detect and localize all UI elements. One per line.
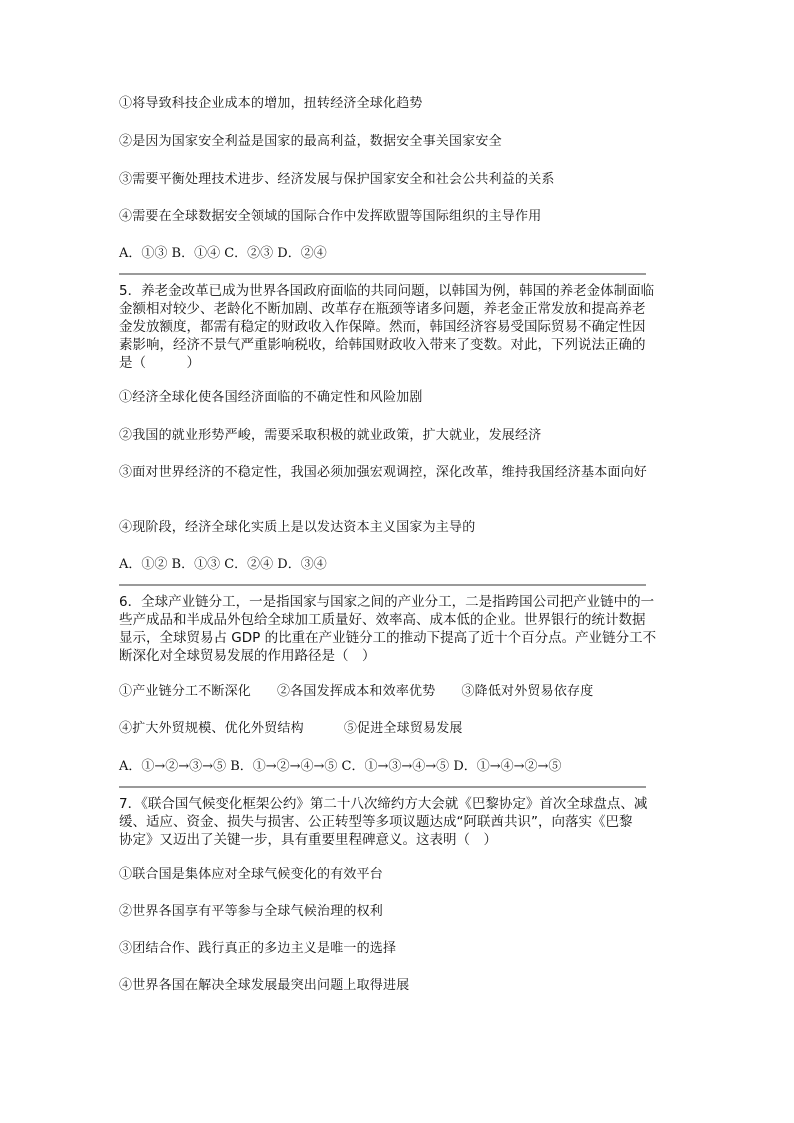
answer-choices: A．①→②→③→⑤ B．①→②→④→⑤ C．①→③→④→⑤ D．①→④→②→⑤: [119, 759, 562, 774]
question-divider: [119, 584, 646, 586]
option-line: ③需要平衡处理技术进步、经济发展与保护国家安全和社会公共利益的关系: [119, 172, 555, 187]
question-stem-line: 断深化对全球贸易发展的作用路径是（ ）: [119, 648, 376, 664]
question-stem-line: 6．全球产业链分工，一是指国家与国家之间的产业分工，二是指跨国公司把产业链中的一: [119, 594, 655, 610]
option-line: ①联合国是集体应对全球气候变化的有效平台: [119, 867, 384, 882]
option-line: ②我国的就业形势严峻，需要采取积极的就业政策，扩大就业，发展经济: [119, 428, 542, 443]
option-item: ⑤促进全球贸易发展: [343, 721, 463, 736]
option-item: ②各国发挥成本和效率优势: [277, 684, 436, 699]
answer-choices: A．①③ B．①④ C．②③ D．②④: [119, 246, 327, 261]
option-line: ④需要在全球数据安全领域的国际合作中发挥欧盟等国际组织的主导作用: [119, 209, 542, 224]
option-item: ④扩大外贸规模、优化外贸结构: [119, 721, 304, 736]
option-item: ①产业链分工不断深化: [119, 684, 252, 699]
question-divider: [119, 273, 646, 275]
option-line: ④现阶段，经济全球化实质上是以发达资本主义国家为主导的: [119, 520, 476, 535]
question-stem-line: 金额相对较少、老龄化不断加剧、改革存在瓶颈等诸多问题，养老金正常发放和提高养老: [119, 301, 646, 317]
question-stem-line: 协定》又迈出了关键一步，具有重要里程碑意义。这表明（ ）: [119, 832, 497, 848]
question-stem-line: 金发放额度，都需有稳定的财政收入作保障。然而，韩国经济容易受国际贸易不确定性因: [119, 319, 646, 335]
option-line: ②世界各国享有平等参与全球气候治理的权利: [119, 904, 384, 919]
question-stem-line: 7．《联合国气候变化框架公约》第二十八次缔约方大会就《巴黎协定》首次全球盘点、减: [119, 796, 648, 812]
question-stem-line: 显示，全球贸易占 GDP 的比重在产业链分工的推动下提高了近十个百分点。产业链分工不: [119, 630, 657, 646]
option-line: ③面对世界经济的不稳定性，我国必须加强宏观调控，深化改革，维持我国经济基本面向好: [119, 465, 648, 480]
question-divider: [119, 786, 646, 788]
option-item: ③降低对外贸易依存度: [461, 684, 594, 699]
question-stem-line: 是（ ）: [119, 355, 200, 371]
answer-choices: A．①② B．①③ C．②④ D．③④: [119, 557, 327, 572]
question-stem-line: 些产成品和半成品外包给全球加工质量好、效率高、成本低的企业。世界银行的统计数据: [119, 612, 646, 628]
option-line: ③团结合作、践行真正的多边主义是唯一的选择: [119, 941, 397, 956]
question-stem-line: 5．养老金改革已成为世界各国政府面临的共同问题，以韩国为例，韩国的养老金体制面临: [119, 283, 655, 299]
option-row: [119, 683, 647, 701]
option-line: ①经济全球化使各国经济面临的不确定性和风险加剧: [119, 390, 423, 405]
option-line: ①将导致科技企业成本的增加，扭转经济全球化趋势: [119, 96, 423, 111]
option-row: [119, 720, 647, 738]
option-line: ②是因为国家安全利益是国家的最高利益，数据安全事关国家安全: [119, 134, 502, 149]
option-line: ④世界各国在解决全球发展最突出问题上取得进展: [119, 978, 410, 993]
question-stem-line: 缓、适应、资金、损失与损害、公正转型等多项议题达成“阿联酋共识”，向落实《巴黎: [119, 814, 633, 830]
question-stem-line: 素影响，经济不景气严重影响税收，给韩国财政收入带来了变数。对此，下列说法正确的: [119, 337, 646, 353]
